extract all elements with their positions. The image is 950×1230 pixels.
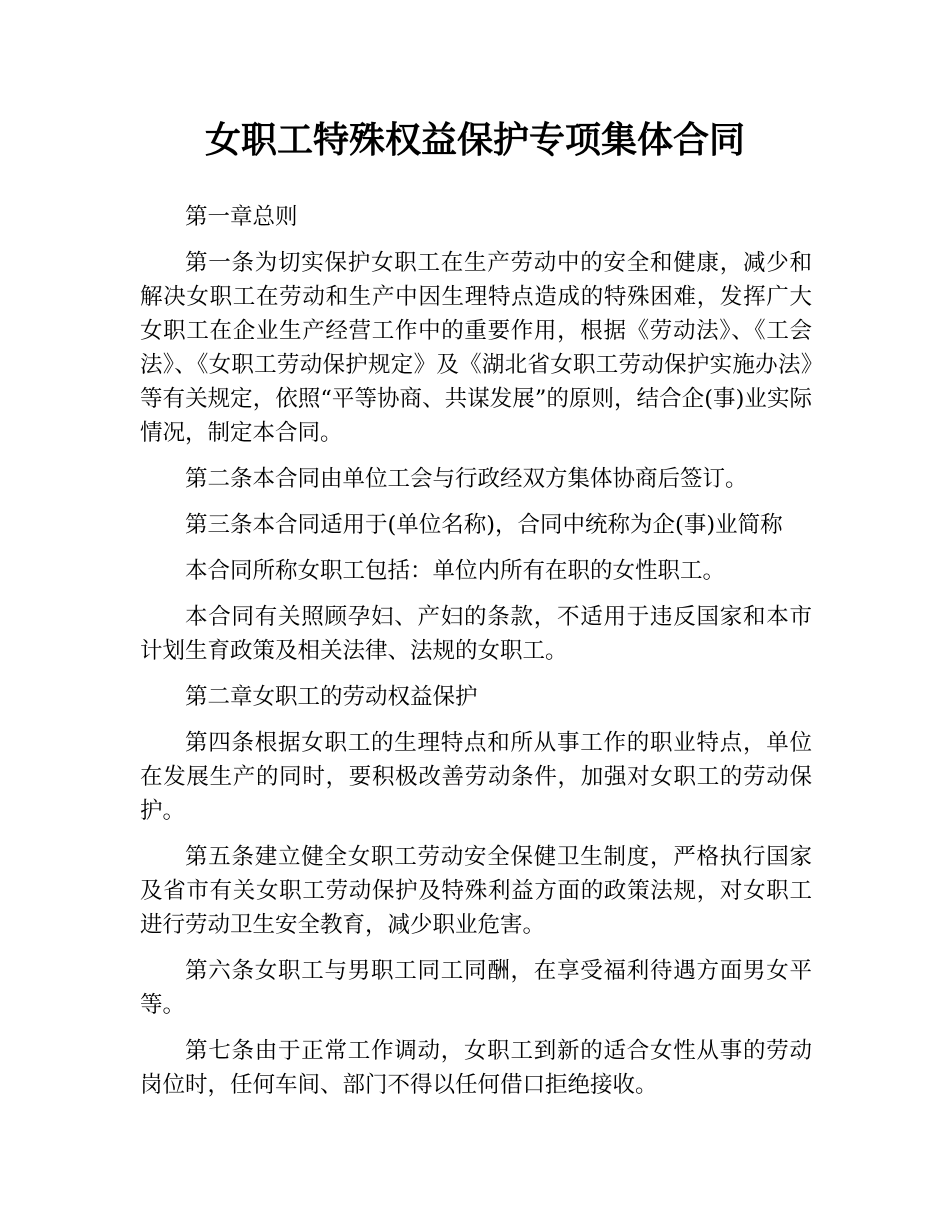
chapter-heading-1: 第一章总则 bbox=[185, 204, 298, 230]
chapter-heading-2: 第二章女职工的劳动权益保护 bbox=[185, 684, 478, 710]
exclusion-paragraph: 本合同有关照顾孕妇、产妇的条款，不适用于违反国家和本市计划生育政策及相关法律、法规的女职工。 bbox=[140, 604, 812, 664]
article-7: 第七条由于正常工作调动，女职工到新的适合女性从事的劳动岗位时，任何车间、部门不得以任何借口拒绝接收。 bbox=[140, 1038, 812, 1098]
article-6: 第六条女职工与男职工同工同酬，在享受福利待遇方面男女平等。 bbox=[140, 958, 812, 1018]
scope-paragraph: 本合同所称女职工包括：单位内所有在职的女性职工。 bbox=[185, 558, 726, 584]
article-5: 第五条建立健全女职工劳动安全保健卫生制度，严格执行国家及省市有关女职工劳动保护及特殊利益方面的政策法规，对女职工进行劳动卫生安全教育，减少职业危害。 bbox=[140, 844, 812, 938]
article-1: 第一条为切实保护女职工在生产劳动中的安全和健康，减少和解决女职工在劳动和生产中因生理特点造成的特殊困难，发挥广大女职工在企业生产经营工作中的重要作用，根据《劳动法》、《工会法》、《女职工劳动保护规定》及《湖北省女职工劳动保护实施办法》等有关规定，依照“平等协商、共谋发展”的原则，结合企(事)业实际情况，制定本合同。 bbox=[140, 250, 812, 446]
document-title: 女职工特殊权益保护专项集体合同 bbox=[204, 120, 745, 161]
article-2: 第二条本合同由单位工会与行政经双方集体协商后签订。 bbox=[185, 466, 748, 492]
document-body bbox=[140, 200, 812, 1114]
article-4: 第四条根据女职工的生理特点和所从事工作的职业特点，单位在发展生产的同时，要积极改善劳动条件，加强对女职工的劳动保护。 bbox=[140, 730, 812, 824]
article-3: 第三条本合同适用于(单位名称)，合同中统称为企(事)业简称 bbox=[185, 512, 783, 538]
